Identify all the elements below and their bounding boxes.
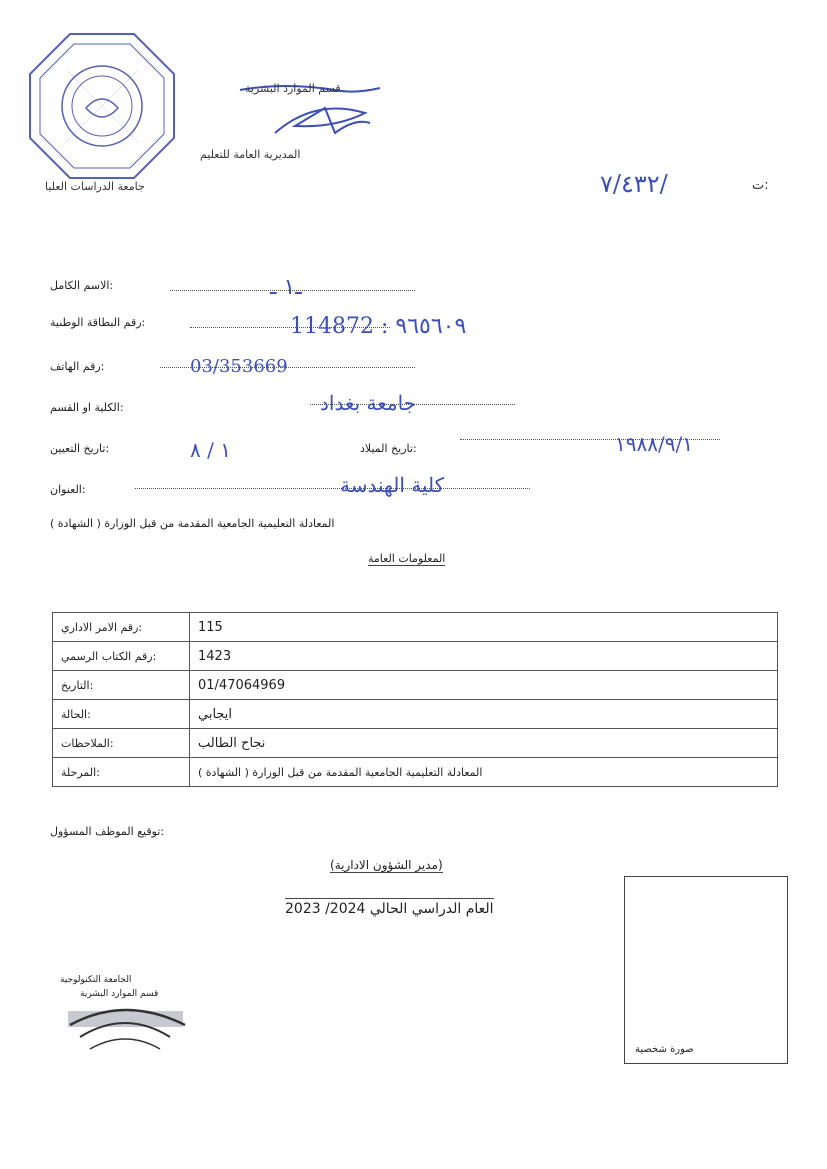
- header-footer-caption: جامعة الدراسات العليا: [45, 180, 145, 193]
- table-row: [53, 700, 778, 729]
- field-value: كلية الهندسة: [340, 473, 445, 497]
- logo-text-top: الجامعة التكنولوجية: [60, 975, 132, 985]
- field-label: رقم البطاقة الوطنية:: [50, 316, 146, 329]
- form-field: [40, 391, 740, 429]
- logo-text-bottom: قسم الموارد البشرية: [80, 989, 159, 999]
- form-field: [40, 314, 740, 350]
- official-seal: [26, 30, 178, 182]
- row-key: رقم الامر الاداري:: [53, 613, 190, 642]
- row-value: 01/47064969: [190, 671, 778, 700]
- serial-label: ت:: [752, 178, 769, 193]
- statement-text: ( الشهادة ) المعادلة التعليمية الجامعية المقدمة من قبل الوزارة: [50, 517, 335, 530]
- footer-label: توقيع الموظف المسؤول:: [50, 825, 165, 838]
- field-value: ـ١ ـ: [270, 275, 302, 300]
- serial-number: ٧/٤٣٢/: [600, 170, 668, 198]
- photo-caption: صورة شخصية: [635, 1044, 694, 1055]
- row-value: ايجابي: [190, 700, 778, 729]
- field-label: الكلية او القسم:: [50, 401, 124, 414]
- row-value: 1423: [190, 642, 778, 671]
- field-value: 03/353669: [190, 356, 288, 377]
- field-label: رقم الهاتف:: [50, 360, 105, 373]
- field-label: تاريخ التعيين:: [50, 442, 110, 455]
- table-row: [53, 671, 778, 700]
- table-row: [53, 613, 778, 642]
- header-caption-top: قسم الموارد البشرية: [245, 82, 341, 95]
- details-table: [52, 612, 778, 787]
- form-field: [40, 356, 740, 392]
- dotted-line: [135, 487, 530, 489]
- table-row: [53, 758, 778, 787]
- form-field: [40, 473, 740, 511]
- row-value: 115: [190, 613, 778, 642]
- row-key: التاريخ:: [53, 671, 190, 700]
- field-label: العنوان:: [50, 483, 86, 496]
- subtitle-underlined: المعلومات العامة: [368, 552, 446, 565]
- row-key: الحالة:: [53, 700, 190, 729]
- field-value: ١ / ٨: [190, 438, 231, 462]
- table-row: [53, 642, 778, 671]
- field-value: ١٩٨٨/٩/١: [615, 432, 693, 456]
- row-key: المرحلة:: [53, 758, 190, 787]
- header-caption-bottom: المديرية العامة للتعليم: [200, 148, 301, 161]
- academic-year: 2023 /2024 العام الدراسي الحالي: [285, 898, 494, 917]
- field-value: 114872 : ٩٦٥٦٠٩: [290, 314, 467, 339]
- field-label: تاريخ الميلاد:: [360, 442, 417, 455]
- row-value: ( الشهادة ) المعادلة التعليمية الجامعية المقدمة من قبل الوزارة: [190, 758, 778, 787]
- footer-center-title: (مدير الشؤون الادارية): [330, 858, 443, 872]
- photo-box: [624, 876, 788, 1064]
- field-label: الاسم الكامل:: [50, 279, 114, 292]
- row-key: الملاحظات:: [53, 729, 190, 758]
- row-key: رقم الكتاب الرسمي:: [53, 642, 190, 671]
- form-field: [40, 275, 740, 313]
- field-value: جامعة بغداد: [320, 391, 417, 415]
- row-value: نجاح الطالب: [190, 729, 778, 758]
- table-row: [53, 729, 778, 758]
- form-field: [100, 438, 417, 474]
